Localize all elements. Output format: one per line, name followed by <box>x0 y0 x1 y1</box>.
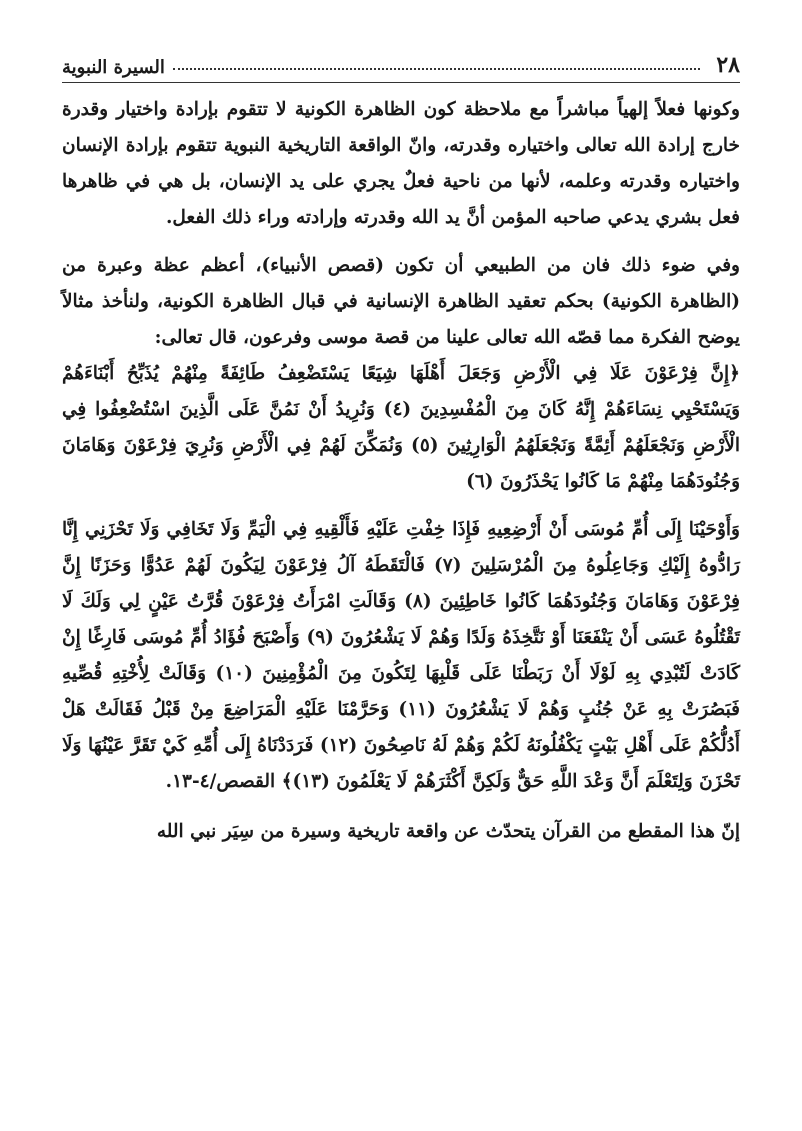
page-body <box>62 92 740 850</box>
paragraph-1: وكونها فعلاً إلهياً مباشراً مع ملاحظة كون الظاهرة الكونية لا تتقوم بإرادة واختيار وقدرة خارج إرادة الله تعالى واختياره وقدرته، وانّ الواقعة التاريخية النبوية تتقوم بإرادة الإنسان واختياره وقدرته وعلمه، لأنها من ناحية فعلٌ يجري على يد الإنسان، بل هي في ظاهرها فعل بشري يدعي صاحبه المؤمن أنَّ يد الله وقدرته وإرادته وراء ذلك الفعل. <box>62 99 740 228</box>
header-rule <box>62 82 740 83</box>
header-dotted-leader <box>173 67 700 70</box>
paragraph-3: إنّ هذا المقطع من القرآن يتحدّث عن واقعة تاريخية وسيرة من سِيَر نبي الله <box>156 821 740 842</box>
quran-citation: القصص/٤-١٣. <box>165 771 282 792</box>
running-title: السيرة النبوية <box>62 57 165 78</box>
quran-verses-7-13-text: وَأَوْحَيْنَا إِلَى أُمِّ مُوسَى أَنْ أَرْضِعِيهِ فَإِذَا خِفْتِ عَلَيْهِ فَأَلْقِيهِ فِي الْيَمِّ وَلَا تَخَافِي وَلَا تَحْزَنِي إِنَّا رَادُّوهُ إِلَيْكِ وَجَاعِلُوهُ مِنَ الْمُرْسَلِينَ (٧) فَالْتَقَطَهُ آلُ فِرْعَوْنَ لِيَكُونَ لَهُمْ عَدُوًّا وَحَزَنًا إِنَّ فِرْعَوْنَ وَهَامَانَ وَجُنُودَهُمَا كَانُوا خَاطِئِينَ (٨) وَقَالَتِ امْرَأَتُ فِرْعَوْنَ قُرَّتُ عَيْنٍ لِي وَلَكَ لَا تَقْتُلُوهُ عَسَى أَنْ يَنْفَعَنَا أَوْ نَتَّخِذَهُ وَلَدًا وَهُمْ لَا يَشْعُرُونَ (٩) وَأَصْبَحَ فُؤَادُ أُمِّ مُوسَى فَارِغًا إِنْ كَادَتْ لَتُبْدِي بِهِ لَوْلَا أَنْ رَبَطْنَا عَلَى قَلْبِهَا لِتَكُونَ مِنَ الْمُؤْمِنِينَ (١٠) وَقَالَتْ لِأُخْتِهِ قُصِّيهِ فَبَصُرَتْ بِهِ عَنْ جُنُبٍ وَهُمْ لَا يَشْعُرُونَ (١١) وَحَرَّمْنَا عَلَيْهِ الْمَرَاضِعَ مِنْ قَبْلُ فَقَالَتْ هَلْ أَدُلُّكُمْ عَلَى أَهْلِ بَيْتٍ يَكْفُلُونَهُ لَكُمْ وَهُمْ لَهُ نَاصِحُونَ (١٢) فَرَدَدْنَاهُ إِلَى أُمِّهِ كَيْ تَقَرَّ عَيْنُهَا وَلَا تَحْزَنَ وَلِتَعْلَمَ أَنَّ وَعْدَ اللَّهِ حَقٌّ وَلَكِنَّ أَكْثَرَهُمْ لَا يَعْلَمُونَ (١٣)﴾ <box>62 519 741 792</box>
page-number: ٢٨ <box>716 52 740 78</box>
page-header <box>62 38 740 78</box>
paragraph-2: وفي ضوء ذلك فان من الطبيعي أن تكون (قصص الأنبياء)، أعظم عظة وعبرة من (الظاهرة الكونية) بحكم تعقيد الظاهرة الإنسانية في قبال الظاهرة الكونية، ولنأخذ مثالاً يوضح الفكرة مما قصّه الله تعالى علينا من قصة موسى وفرعون، قال تعالى: <box>62 255 740 348</box>
quran-verses-7-13 <box>62 512 740 800</box>
quran-verses-4-6: ﴿إِنَّ فِرْعَوْنَ عَلَا فِي الْأَرْضِ وَجَعَلَ أَهْلَهَا شِيَعًا يَسْتَضْعِفُ طَائِفَةً مِنْهُمْ يُذَبِّحُ أَبْنَاءَهُمْ وَيَسْتَحْيِي نِسَاءَهُمْ إِنَّهُ كَانَ مِنَ الْمُفْسِدِينَ (٤) وَنُرِيدُ أَنْ نَمُنَّ عَلَى الَّذِينَ اسْتُضْعِفُوا فِي الْأَرْضِ وَنَجْعَلَهُمْ أَئِمَّةً وَنَجْعَلَهُمُ الْوَارِثِينَ (٥) وَنُمَكِّنَ لَهُمْ فِي الْأَرْضِ وَنُرِيَ فِرْعَوْنَ وَهَامَانَ وَجُنُودَهُمَا مِنْهُمْ مَا كَانُوا يَحْذَرُونَ (٦) <box>62 363 741 492</box>
